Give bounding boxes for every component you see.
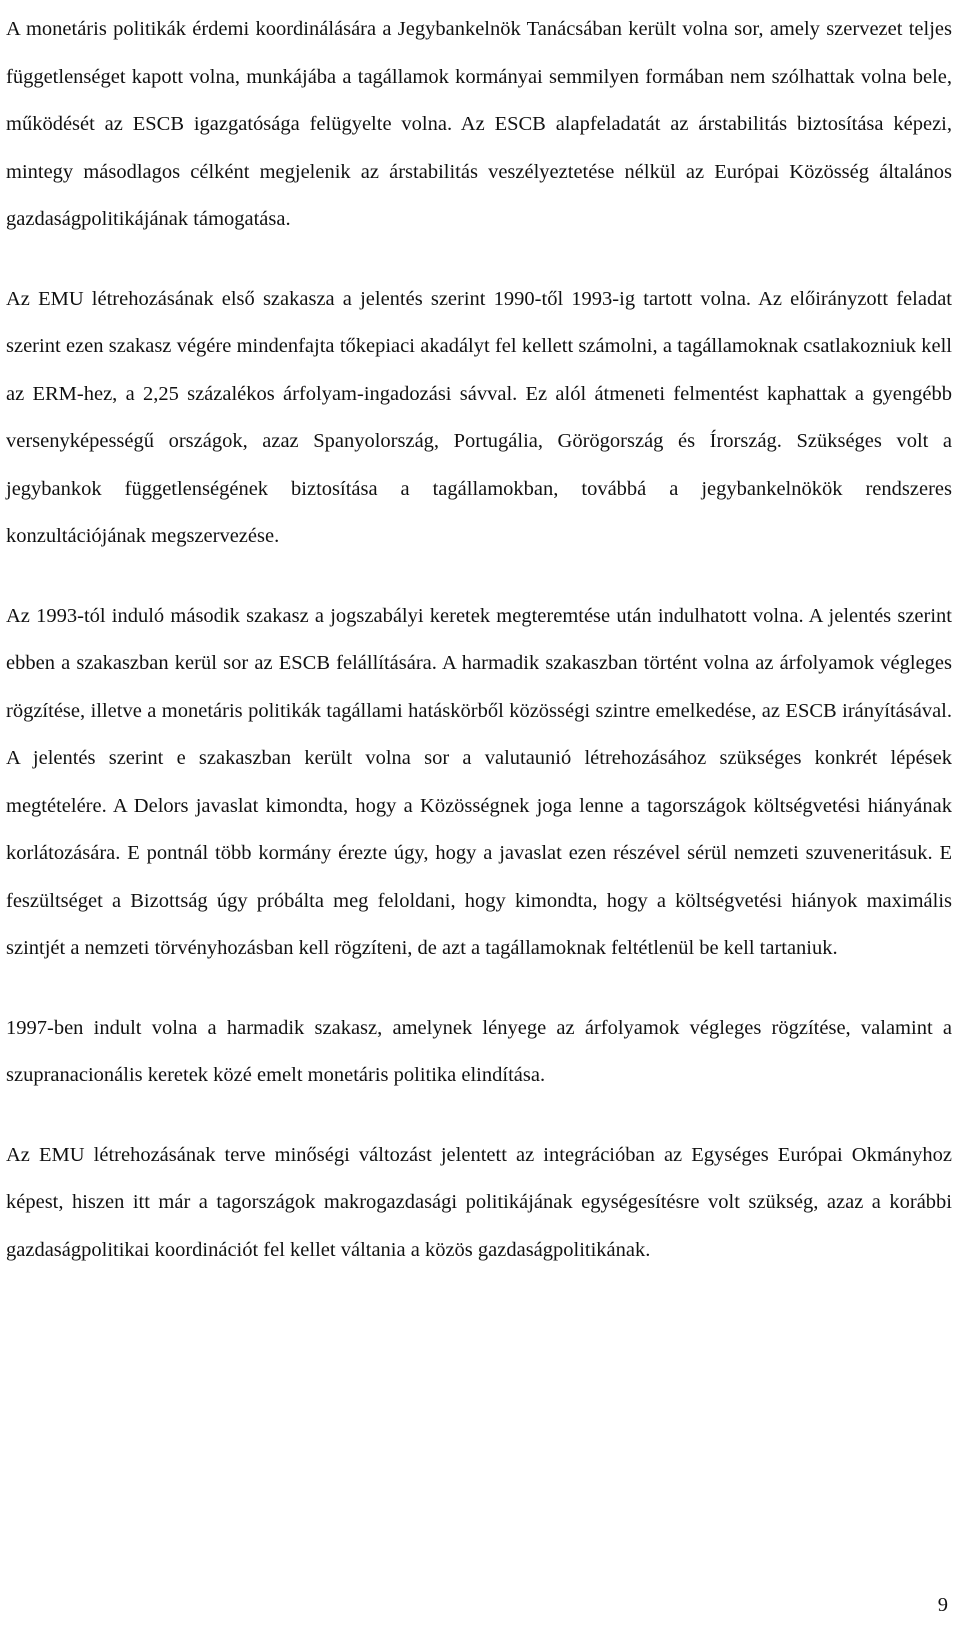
paragraph-1: A monetáris politikák érdemi koordinálására a Jegybankelnök Tanácsában került volna sor, amely szervezet teljes függetlenséget kapott volna, munkájába a tagállamok kormányai semmilyen formában nem szólhattak volna bele, működését az ESCB igazgatósága felügyelte volna. Az ESCB alapfeladatát az árstabilitás biztosítása képezi, mintegy másodlagos célként megjelenik az árstabilitás veszélyeztetése nélkül az Európai Közösség általános gazdaságpolitikájának támogatása. xyxy=(6,18,952,230)
paragraph-2: Az EMU létrehozásának első szakasza a jelentés szerint 1990-től 1993-ig tartott volna. Az előirányzott feladat szerint ezen szakasz végére mindenfajta tőkepiaci akadályt fel kellett számolni, a tagállamoknak csatlakozniuk kell az ERM-hez, a 2,25 százalékos árfolyam-ingadozási sávval. Ez alól átmeneti felmentést kaphattak a gyengébb versenyképességű országok, azaz Spanyolország, Portugália, Görögország és Írország. Szükséges volt a jegybankok függetlenségének biztosítása a tagállamokban, továbbá a jegybankelnökök rendszeres konzultációjának megszervezése. xyxy=(6,287,952,547)
paragraph-4: 1997-ben indult volna a harmadik szakasz, amelynek lényege az árfolyamok végleges rögzítése, valamint a szupranacionális keretek közé emelt monetáris politika elindítása. xyxy=(6,1016,952,1086)
paragraph-5: Az EMU létrehozásának terve minőségi változást jelentett az integrációban az Egységes Európai Okmányhoz képest, hiszen itt már a tagországok makrogazdasági politikájának egységesítésre volt szükség, azaz a korábbi gazdaságpolitikai koordinációt fel kellet váltania a közös gazdaságpolitikának. xyxy=(6,1143,952,1261)
document-body xyxy=(6,6,952,1306)
paragraph-3: Az 1993-tól induló második szakasz a jogszabályi keretek megteremtése után indulhatott volna. A jelentés szerint ebben a szakaszban kerül sor az ESCB felállítására. A harmadik szakaszban történt volna az árfolyamok végleges rögzítése, illetve a monetáris politikák tagállami hatáskörből közösségi szintre emelkedése, az ESCB irányításával. A jelentés szerint e szakaszban került volna sor a valutaunió létrehozásához szükséges konkrét lépések megtételére. A Delors javaslat kimondta, hogy a Közösségnek joga lenne a tagországok költségvetési hiányának korlátozására. E pontnál több kormány érezte úgy, hogy a javaslat ezen részével sérül nemzeti szuveneritásuk. E feszültséget a Bizottság úgy próbálta meg feloldani, hogy kimondta, hogy a költségvetési hiányok maximális szintjét a nemzeti törvényhozásban kell rögzíteni, de azt a tagállamoknak feltétlenül be kell tartaniuk. xyxy=(6,604,952,959)
page-number: 9 xyxy=(937,1594,948,1616)
